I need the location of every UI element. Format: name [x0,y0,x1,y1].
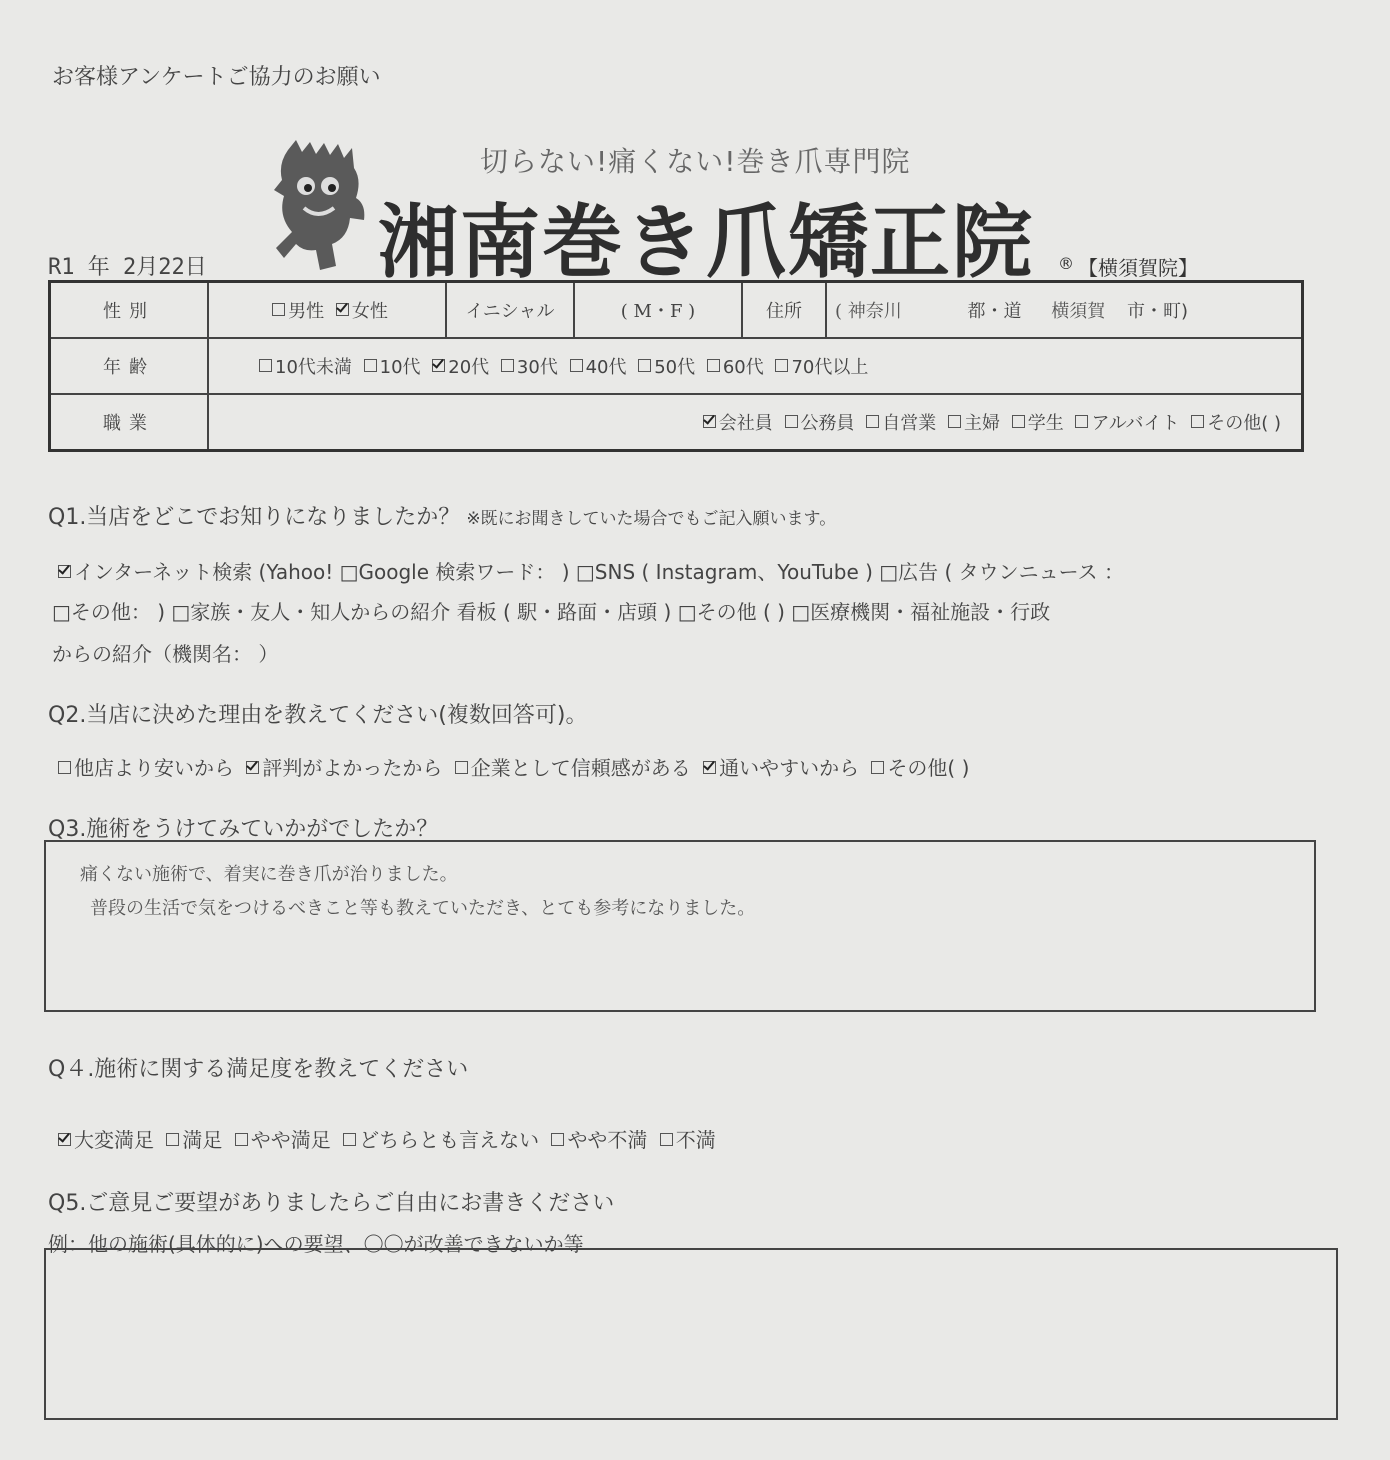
q5-example: 例：他の施術(具体的に)への要望、〇〇が改善できないか等 [48,1232,584,1256]
address-value[interactable] [826,282,1303,339]
q3-answer-box[interactable] [44,840,1316,1012]
age-option: 70代以上 [791,357,869,378]
q4-option: 満足 [182,1128,223,1152]
q4-option: 大変満足 [74,1128,154,1152]
checkbox-female[interactable] [336,303,349,316]
q2-question: Q2.当店に決めた理由を教えてください(複数回答可)。 [48,703,588,728]
q4-option: 不満 [675,1128,716,1152]
checkbox-somewhat-satisfied[interactable] [235,1133,248,1146]
age-option: 50代 [654,357,696,378]
q4-option: やや満足 [250,1128,331,1152]
checkbox-job-self-employed[interactable] [866,415,879,428]
q1-question [48,500,836,531]
address-prefecture: ( 神奈川 [835,301,902,322]
checkbox-job-other[interactable] [1191,415,1204,428]
checkbox-job-student[interactable] [1012,415,1025,428]
initial-label: イニシャル [446,282,574,339]
job-options [208,394,1303,451]
address-label: 住所 [742,282,826,339]
checkbox-satisfied[interactable] [166,1133,179,1146]
q2-option: 通いやすいから [719,756,860,780]
age-options [208,338,1303,394]
q2-option: 他店より安いから [74,756,234,780]
q5-question: Q5.ご意見ご要望がありましたらご自由にお書きください [48,1191,615,1216]
q1-option-line-1[interactable] [52,556,1124,585]
checkbox-age-70plus[interactable] [775,359,788,372]
job-row [50,394,1303,451]
age-row [50,338,1303,394]
checkbox-very-satisfied[interactable] [58,1133,71,1146]
q2-options [52,752,969,781]
gender-option-female: 女性 [351,301,388,322]
checkbox-cheaper[interactable] [58,761,71,774]
job-option: 会社員 [718,413,773,434]
job-option: 公務員 [800,413,855,434]
checkbox-job-civil-servant[interactable] [785,415,798,428]
age-option: 40代 [585,357,627,378]
checkbox-other[interactable] [871,761,884,774]
checkbox-age-10s[interactable] [364,359,377,372]
q2-option: その他( ) [887,756,970,780]
job-option: その他( ) [1207,413,1281,434]
checkbox-age-under10[interactable] [259,359,272,372]
branch-name: 【横須賀院】 [1078,256,1198,280]
checkbox-age-20s[interactable] [432,359,445,372]
q1-option-line-3[interactable]: からの紹介（機関名： ） [52,642,279,666]
survey-date: R1 年 2月22日 [48,255,207,280]
checkbox-age-60s[interactable] [707,359,720,372]
checkbox-male[interactable] [272,303,285,316]
age-option: 10代未満 [275,357,352,378]
address-city: 横須賀 [1051,301,1106,322]
registered-mark: ® [1058,254,1074,273]
address-prefecture-suffix: 都・道 [967,301,1022,322]
age-option: 60代 [722,357,764,378]
clinic-name: 湘南巻き爪矯正院 [378,196,1034,289]
age-option: 20代 [448,357,490,378]
job-option: 主婦 [963,413,1000,434]
gender-row [50,282,1303,339]
mascot-logo-icon [270,140,370,275]
address-city-suffix: 市・町) [1126,301,1188,322]
header-tagline: 切らない!痛くない!巻き爪専門院 [480,145,911,178]
q1-note: ※既にお聞きしていた場合でもご記入願います。 [466,509,837,529]
q5-answer-box[interactable] [44,1248,1338,1420]
checkbox-easy-access[interactable] [703,761,716,774]
age-label: 年齢 [50,338,209,394]
q3-question: Q3.施術をうけてみていかがでしたか？ [48,817,439,842]
q1-line-1-text: インターネット検索 (Yahoo! □Google 検索ワード： ) □SNS ( Instagram、YouTube ) □広告 ( タウンニュース ： [74,560,1125,584]
checkbox-trustworthy[interactable] [455,761,468,774]
job-label: 職業 [50,394,209,451]
gender-option-male: 男性 [288,301,325,322]
age-option: 30代 [516,357,558,378]
job-option: アルバイト [1091,413,1180,434]
job-option: 学生 [1027,413,1064,434]
checkbox-age-40s[interactable] [570,359,583,372]
checkbox-neutral[interactable] [343,1133,356,1146]
q3-answer-line-2: 普段の生活で気をつけるべきこと等も教えていただき、とても参考になりました。 [90,898,756,919]
checkbox-somewhat-dissatisfied[interactable] [551,1133,564,1146]
checkbox-dissatisfied[interactable] [660,1133,673,1146]
q3-answer-line-1: 痛くない施術で、着実に巻き爪が治りました。 [80,864,458,885]
checkbox-age-30s[interactable] [501,359,514,372]
survey-intro: お客様アンケートご協力のお願い [52,65,381,90]
q2-option: 評判がよかったから [262,756,443,780]
checkbox-internet-search[interactable] [58,565,71,578]
q1-option-line-2[interactable]: □その他： ) □家族・友人・知人からの紹介 看板 ( 駅・路面・店頭 ) □その他 ( ) □医療機関・福祉施設・行政 [52,600,1051,624]
checkbox-job-part-time[interactable] [1075,415,1088,428]
q4-options [52,1124,716,1153]
gender-label: 性別 [50,282,209,339]
age-option: 10代 [379,357,421,378]
job-option: 自営業 [882,413,937,434]
q1-question-text: Q1.当店をどこでお知りになりましたか？ [48,505,461,530]
checkbox-age-50s[interactable] [638,359,651,372]
q4-option: どちらとも言えない [359,1128,540,1152]
checkbox-job-employee[interactable] [703,415,716,428]
gender-options [208,282,446,339]
q4-question: Q４.施術に関する満足度を教えてください [48,1057,469,1082]
checkbox-good-reputation[interactable] [246,761,259,774]
checkbox-job-homemaker[interactable] [948,415,961,428]
q2-option: 企業として信頼感がある [470,756,691,780]
q4-option: やや不満 [567,1128,648,1152]
initial-value[interactable]: ( M・F ) [574,282,742,339]
customer-info-table [48,280,1304,452]
